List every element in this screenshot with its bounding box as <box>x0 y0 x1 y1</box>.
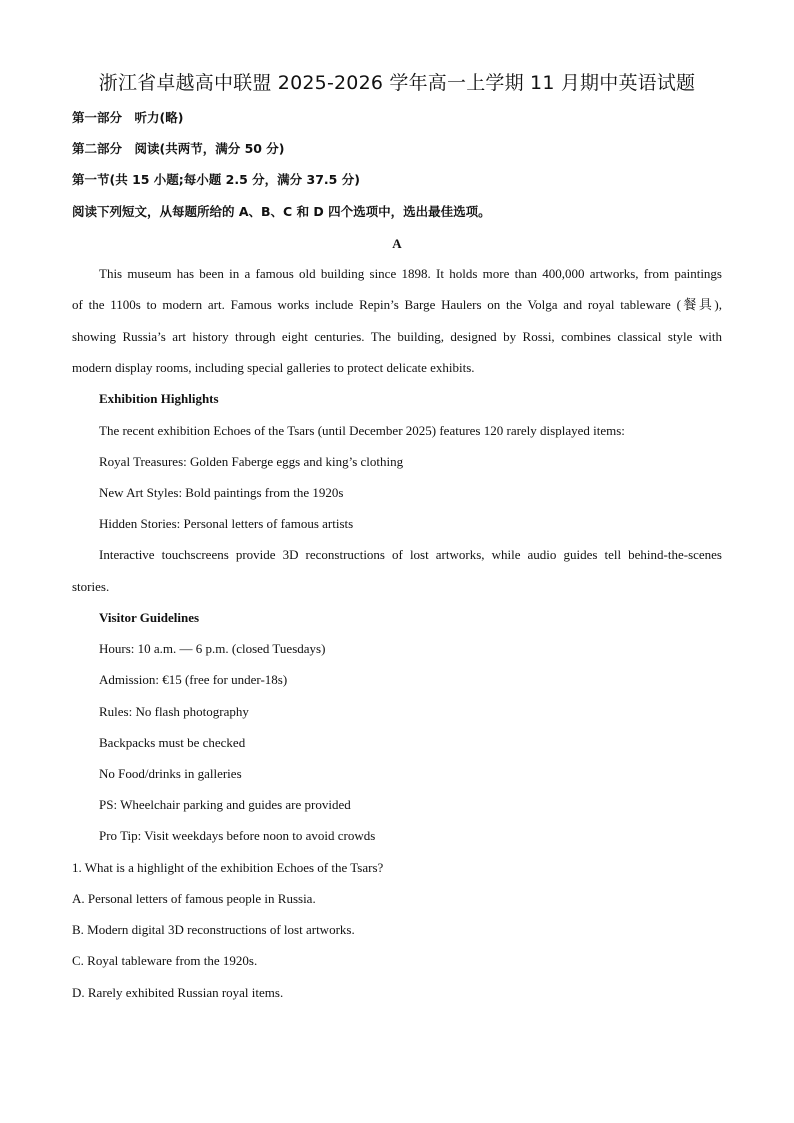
part2-heading: 第二部分 阅读(共两节，满分 50 分) <box>72 141 285 156</box>
question-stem: 1. What is a highlight of the exhibition Echoes of the Tsars? <box>72 860 384 875</box>
guideline-item: Rules: No flash photography <box>99 704 249 719</box>
exhibition-heading: Exhibition Highlights <box>99 391 219 406</box>
interactive-line-2: stories. <box>72 579 110 594</box>
section1-heading: 第一节(共 15 小题;每小题 2.5 分，满分 37.5 分) <box>72 172 360 187</box>
question-option-b: B. Modern digital 3D reconstructions of lost artworks. <box>72 922 355 937</box>
question-option-d: D. Rarely exhibited Russian royal items. <box>72 985 284 1000</box>
question-option-a: A. Personal letters of famous people in Russia. <box>72 891 316 906</box>
exhibition-item: Royal Treasures: Golden Faberge eggs and king’s clothing <box>99 454 404 469</box>
intro-line-2: of the 1100s to modern art. Famous works include Repin’s Barge Haulers on the Volga and royal tableware (餐具), <box>72 297 722 312</box>
guideline-item: Pro Tip: Visit weekdays before noon to avoid crowds <box>99 828 376 843</box>
intro-line-1: This museum has been in a famous old building since 1898. It holds more than 400,000 artworks, from paintings <box>99 266 722 281</box>
intro-line-4: modern display rooms, including special galleries to protect delicate exhibits. <box>72 360 475 375</box>
guideline-item: PS: Wheelchair parking and guides are provided <box>99 797 351 812</box>
passage-label: A <box>392 236 402 251</box>
guideline-item: Backpacks must be checked <box>99 735 246 750</box>
exhibition-intro: The recent exhibition Echoes of the Tsars (until December 2025) features 120 rarely displayed items: <box>99 423 625 438</box>
exam-title: 浙江省卓越高中联盟 2025-2026 学年高一上学期 11 月期中英语试题 <box>98 72 696 94</box>
exhibition-item: Hidden Stories: Personal letters of famous artists <box>99 516 354 531</box>
exhibition-item: New Art Styles: Bold paintings from the 1920s <box>99 485 344 500</box>
instruction-text: 阅读下列短文，从每题所给的 A、B、C 和 D 四个选项中，选出最佳选项。 <box>72 204 491 219</box>
part1-heading: 第一部分 听力(略) <box>72 110 184 125</box>
guideline-item: Hours: 10 a.m. — 6 p.m. (closed Tuesdays) <box>99 641 326 656</box>
question-option-c: C. Royal tableware from the 1920s. <box>72 953 258 968</box>
intro-line-3: showing Russia’s art history through eight centuries. The building, designed by Rossi, combines classical style with <box>72 329 722 344</box>
guideline-item: Admission: €15 (free for under-18s) <box>99 672 288 687</box>
guideline-item: No Food/drinks in galleries <box>99 766 242 781</box>
guidelines-heading: Visitor Guidelines <box>99 610 200 625</box>
interactive-line-1: Interactive touchscreens provide 3D reconstructions of lost artworks, while audio guides tell behind-the-scenes <box>99 547 722 562</box>
